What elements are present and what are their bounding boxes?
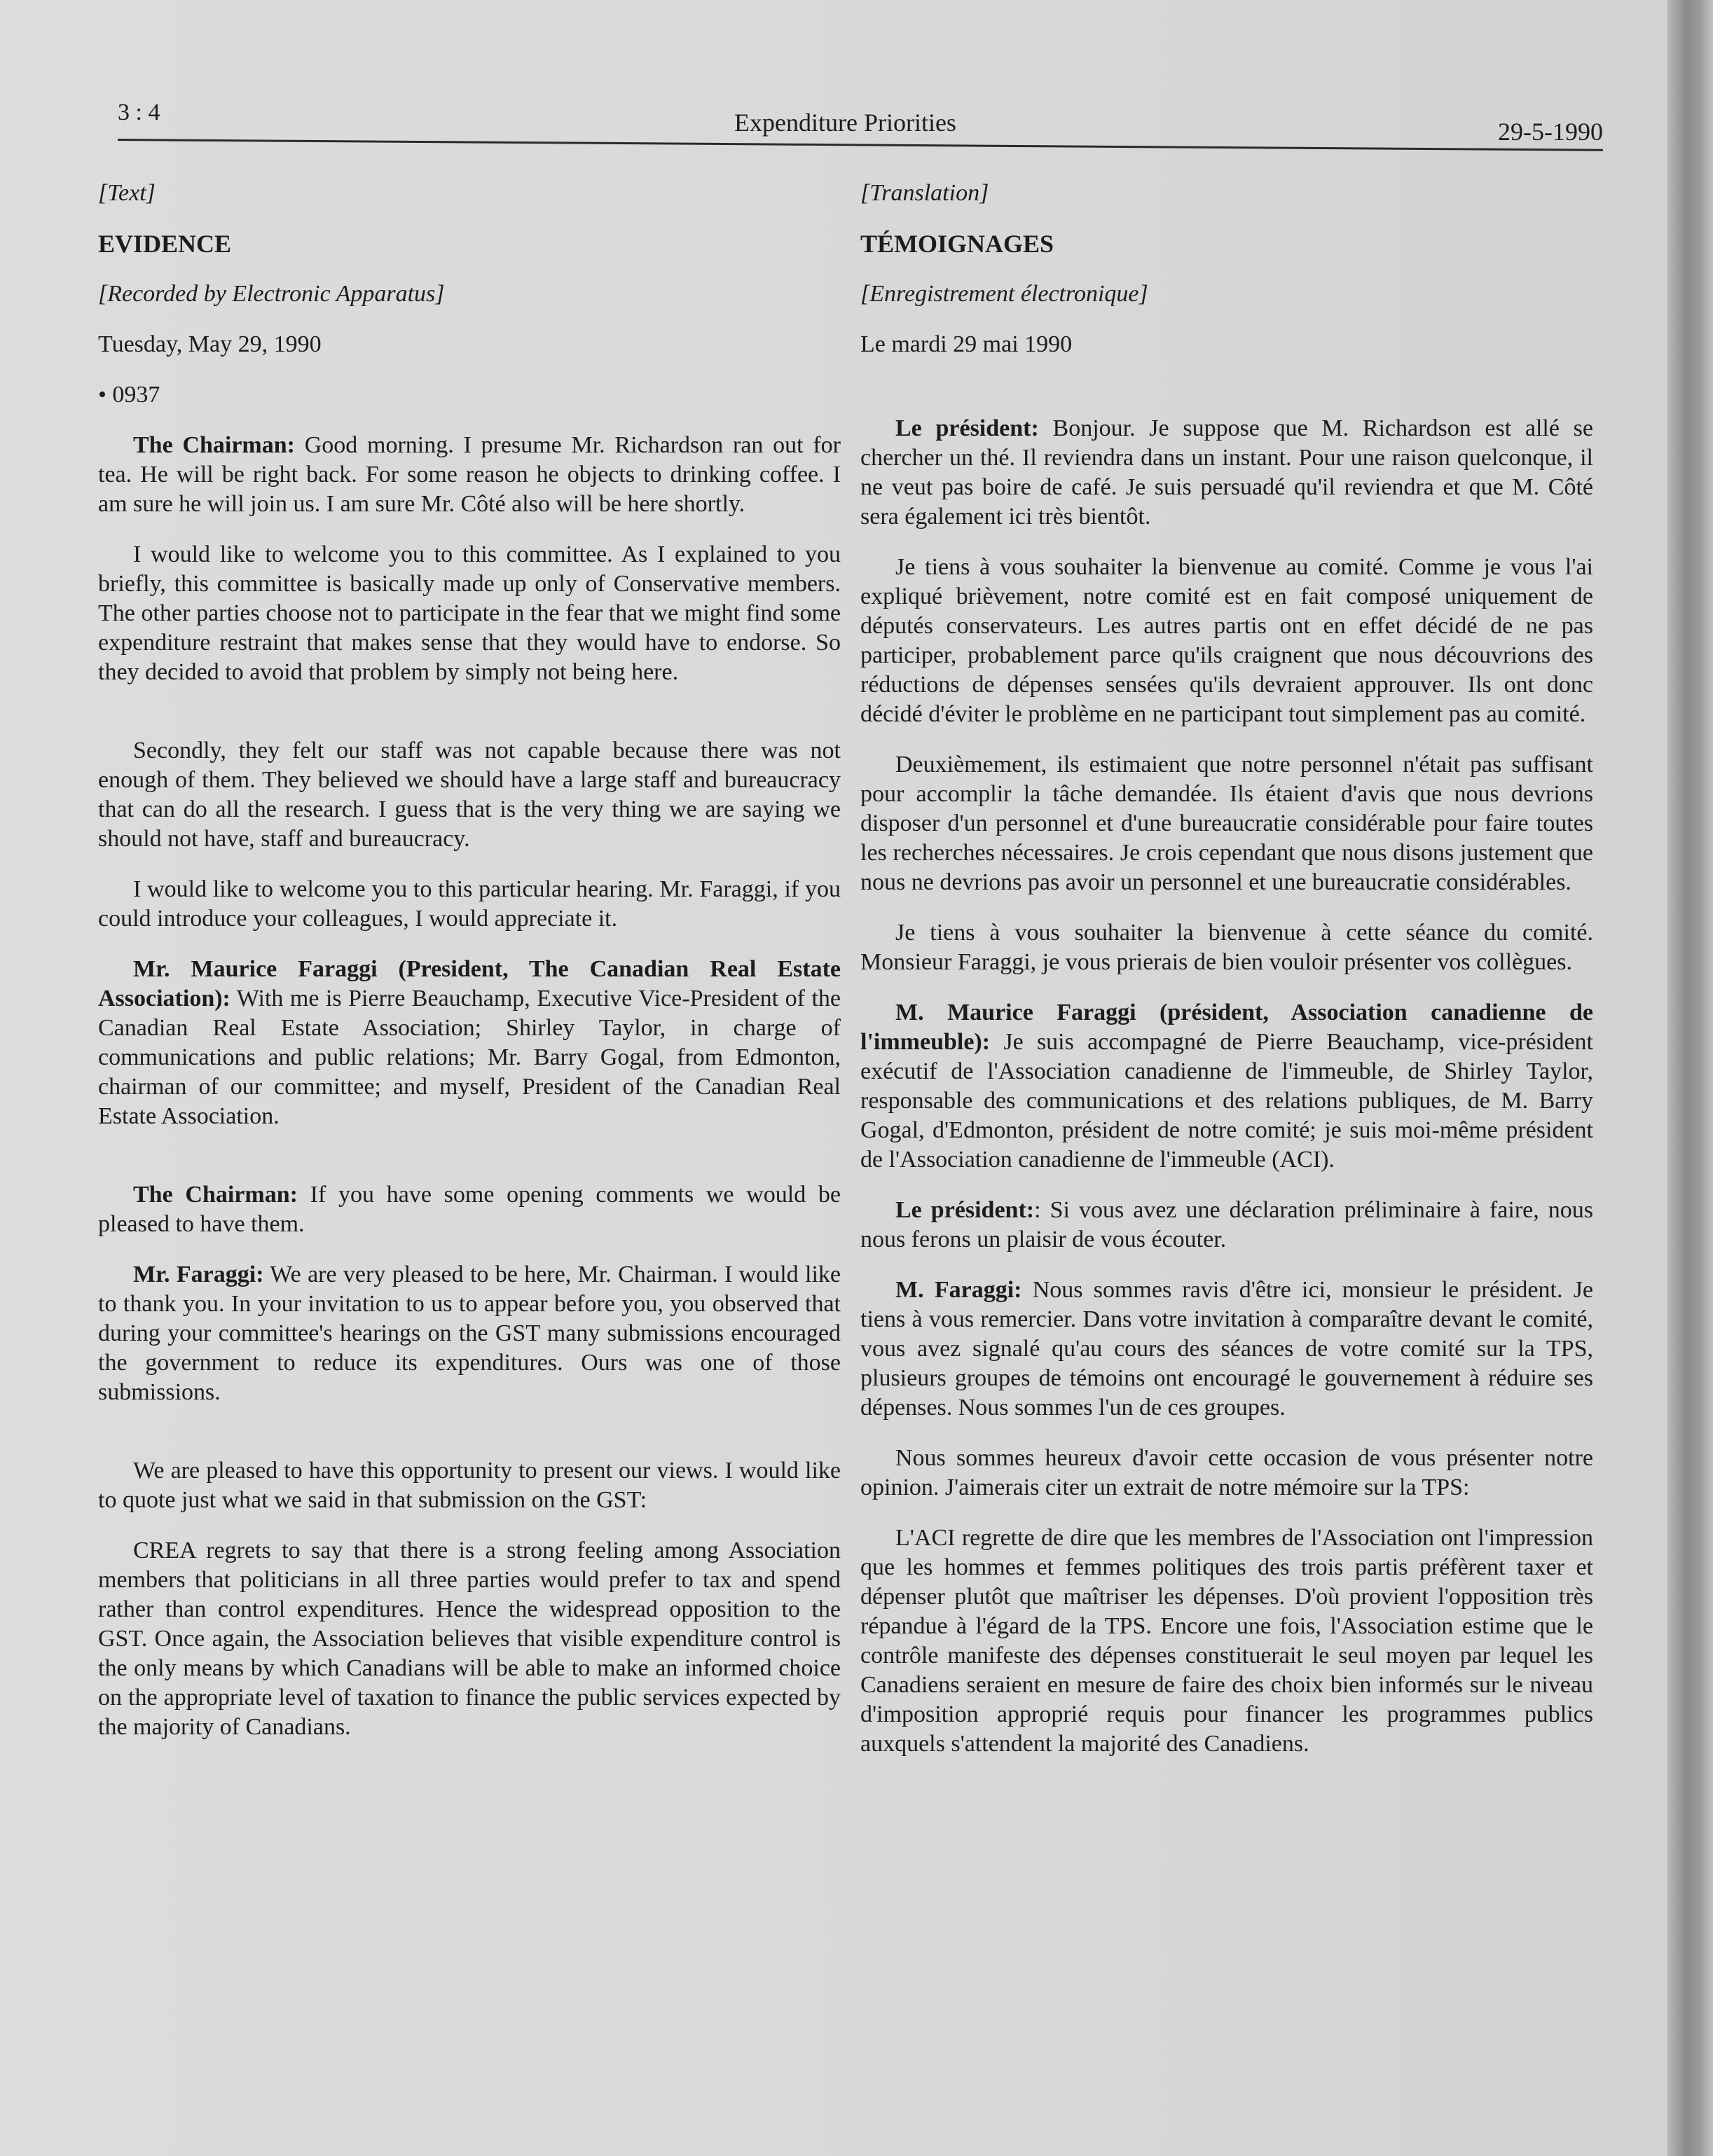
paragraph — [860, 1276, 1593, 1423]
paragraph — [860, 998, 1593, 1175]
paragraph: I would like to welcome you to this committee. As I explained to you briefly, this committee is basically made up only of Conservative members. The other parties choose not to participate in the fear that we might find some expenditure restraint that makes sense that they would have to endorse. So they decided to avoid that problem by simply not being here. — [98, 541, 841, 685]
french-column — [860, 179, 1593, 1780]
paragraph: I would like to welcome you to this particular hearing. Mr. Faraggi, if you could introduce your colleagues, I would appreciate it. — [98, 876, 841, 932]
text-label: [Translation] — [860, 180, 989, 206]
header-rule — [118, 139, 1603, 151]
speech-text: Bonjour. Je suppose que M. Richardson est allé se chercher un thé. Il reviendra dans un instant. Pour une raison quelconque, il ne veut pas boire de café. Je suis persuadé qu'il reviendra et que M. Côté sera également ici très bientôt. — [860, 415, 1594, 530]
speech-text: We are very pleased to be here, Mr. Chairman. I would like to thank you. In your invitation to us to appear before you, you observed that during your committee's hearings on the GST many submissions encouraged the government to reduce its expenditures. Ours was one of those submissions. — [98, 1262, 841, 1405]
page-number: 3 : 4 — [118, 99, 160, 125]
paragraph — [98, 431, 841, 519]
speech-text: With me is Pierre Beauchamp, Executive Vice-President of the Canadian Real Estate Association; Shirley Taylor, in charge of communications and public relations; Mr. Barry Gogal, from Edmonton, chairman of our committee; and myself, President of the Canadian Real Estate Association. — [98, 986, 841, 1129]
paragraph — [98, 1260, 841, 1407]
page-header — [118, 99, 1603, 156]
speaker-name: Mr. Faraggi: — [133, 1262, 264, 1287]
paragraph: Nous sommes heureux d'avoir cette occasion de vous présenter notre opinion. J'aimerais citer un extrait de notre mémoire sur la TPS: — [860, 1445, 1593, 1500]
speech-text: If you have some opening comments we would be pleased to have them. — [98, 1182, 841, 1237]
recording-note: [Recorded by Electronic Apparatus] — [98, 281, 445, 307]
english-column — [98, 179, 841, 1763]
running-title: Expenditure Priorities — [734, 109, 956, 137]
speaker-name: Mr. Maurice Faraggi (President, The Canadian Real Estate Association): — [98, 956, 841, 1011]
paragraph: Deuxièmement, ils estimaient que notre personnel n'était pas suffisant pour accomplir la tâche demandée. Ils étaient d'avis que nous devrions disposer d'un personnel et d'une bureaucratie considérable pour faire toutes les recherches nécessaires. Je crois cependant que nous disons justement que nous ne devrions pas avoir un personnel et une bureaucratie considérables. — [860, 752, 1593, 895]
block-quote: L'ACI regrette de dire que les membres de l'Association ont l'impression que les hommes et femmes politiques des trois partis préfèrent taxer et dépenser plutôt que maîtriser les dépenses. D'où provient l'opposition très répandue à l'égard de la TPS. Encore une fois, l'Association estime que le contrôle manifeste des dépenses constituerait le seul moyen par lequel les Canadiens seraient en mesure de faire des choix bien informés sur le niveau d'imposition approprié requis pour financer les programmes publics auxquels s'attendent la majorité des Canadiens. — [860, 1525, 1593, 1757]
binding-edge — [1667, 0, 1713, 2156]
speaker-name: M. Maurice Faraggi (président, Association canadienne de l'immeuble): — [860, 1000, 1593, 1055]
section-heading: TÉMOIGNAGES — [860, 230, 1054, 258]
recording-note: [Enregistrement électronique] — [860, 281, 1148, 307]
paragraph — [860, 414, 1593, 532]
sitting-date: Tuesday, May 29, 1990 — [98, 331, 322, 357]
speaker-name: Le président: — [895, 415, 1039, 441]
speaker-name: M. Faraggi: — [895, 1277, 1022, 1303]
block-quote: CREA regrets to say that there is a strong feeling among Association members that politicians in all three parties would prefer to tax and spend rather than control expenditures. Hence the widespread opposition to the GST. Once again, the Association believes that visible expenditure control is the only means by which Canadians will be able to make an informed choice on the appropriate level of taxation to finance the public services expected by the majority of Canadians. — [98, 1537, 841, 1740]
paragraph — [860, 1196, 1593, 1255]
paragraph: Secondly, they felt our staff was not capable because there was not enough of them. They believed we should have a large staff and bureaucracy that can do all the research. I guess that is the very thing we are saying we should not have, staff and bureaucracy. — [98, 738, 841, 852]
paragraph: We are pleased to have this opportunity to present our views. I would like to quote just what we said in that submission on the GST: — [98, 1458, 841, 1513]
paragraph: Je tiens à vous souhaiter la bienvenue au comité. Comme je vous l'ai expliqué brièvement, notre comité est en fait composé uniquement de députés conservateurs. Les autres partis ont en effet décidé de ne pas participer, probablement parce qu'ils craignent que nous découvrions des réductions de dépenses sensées qu'ils devraient approuver. Ils ont donc décidé d'éviter le problème en ne participant tout simplement pas au comité. — [860, 554, 1593, 727]
speech-text: Good morning. I presume Mr. Richardson ran out for tea. He will be right back. For some reason he objects to drinking coffee. I am sure he will join us. I am sure Mr. Côté also will be here shortly. — [98, 432, 841, 517]
speaker-name: The Chairman: — [133, 1182, 298, 1208]
section-heading: EVIDENCE — [98, 230, 232, 258]
text-label: [Text] — [98, 180, 156, 206]
speaker-name: Le président: — [895, 1197, 1035, 1223]
speech-text: Nous sommes ravis d'être ici, monsieur le président. Je tiens à vous remercier. Dans votre invitation à comparaître devant le comité, vous avez signalé qu'au cours des séances de votre comité sur la TPS, plusieurs groupes de témoins ont encouragé le gouvernement à réduire ses dépenses. Nous sommes l'un de ces groupes. — [860, 1277, 1594, 1421]
time-marker: • 0937 — [98, 382, 160, 408]
speech-text: : Si vous avez une déclaration préliminaire à faire, nous nous ferons un plaisir de vous écouter. — [860, 1197, 1593, 1252]
sitting-date: Le mardi 29 mai 1990 — [860, 331, 1073, 357]
speaker-name: The Chairman: — [133, 432, 295, 458]
speech-text: Je suis accompagné de Pierre Beauchamp, vice-président exécutif de l'Association canadienne de l'immeuble, de Shirley Taylor, responsable des communications et des relations publiques, de M. Barry Gogal, d'Edmonton, président de notre comité; je suis moi-même président de l'Association canadienne de l'immeuble (ACI). — [860, 1029, 1593, 1173]
paragraph — [98, 955, 841, 1131]
header-date: 29-5-1990 — [1498, 118, 1603, 146]
paragraph: Je tiens à vous souhaiter la bienvenue à cette séance du comité. Monsieur Faraggi, je vous prierais de bien vouloir présenter vos collègues. — [860, 920, 1593, 975]
paragraph — [98, 1180, 841, 1239]
